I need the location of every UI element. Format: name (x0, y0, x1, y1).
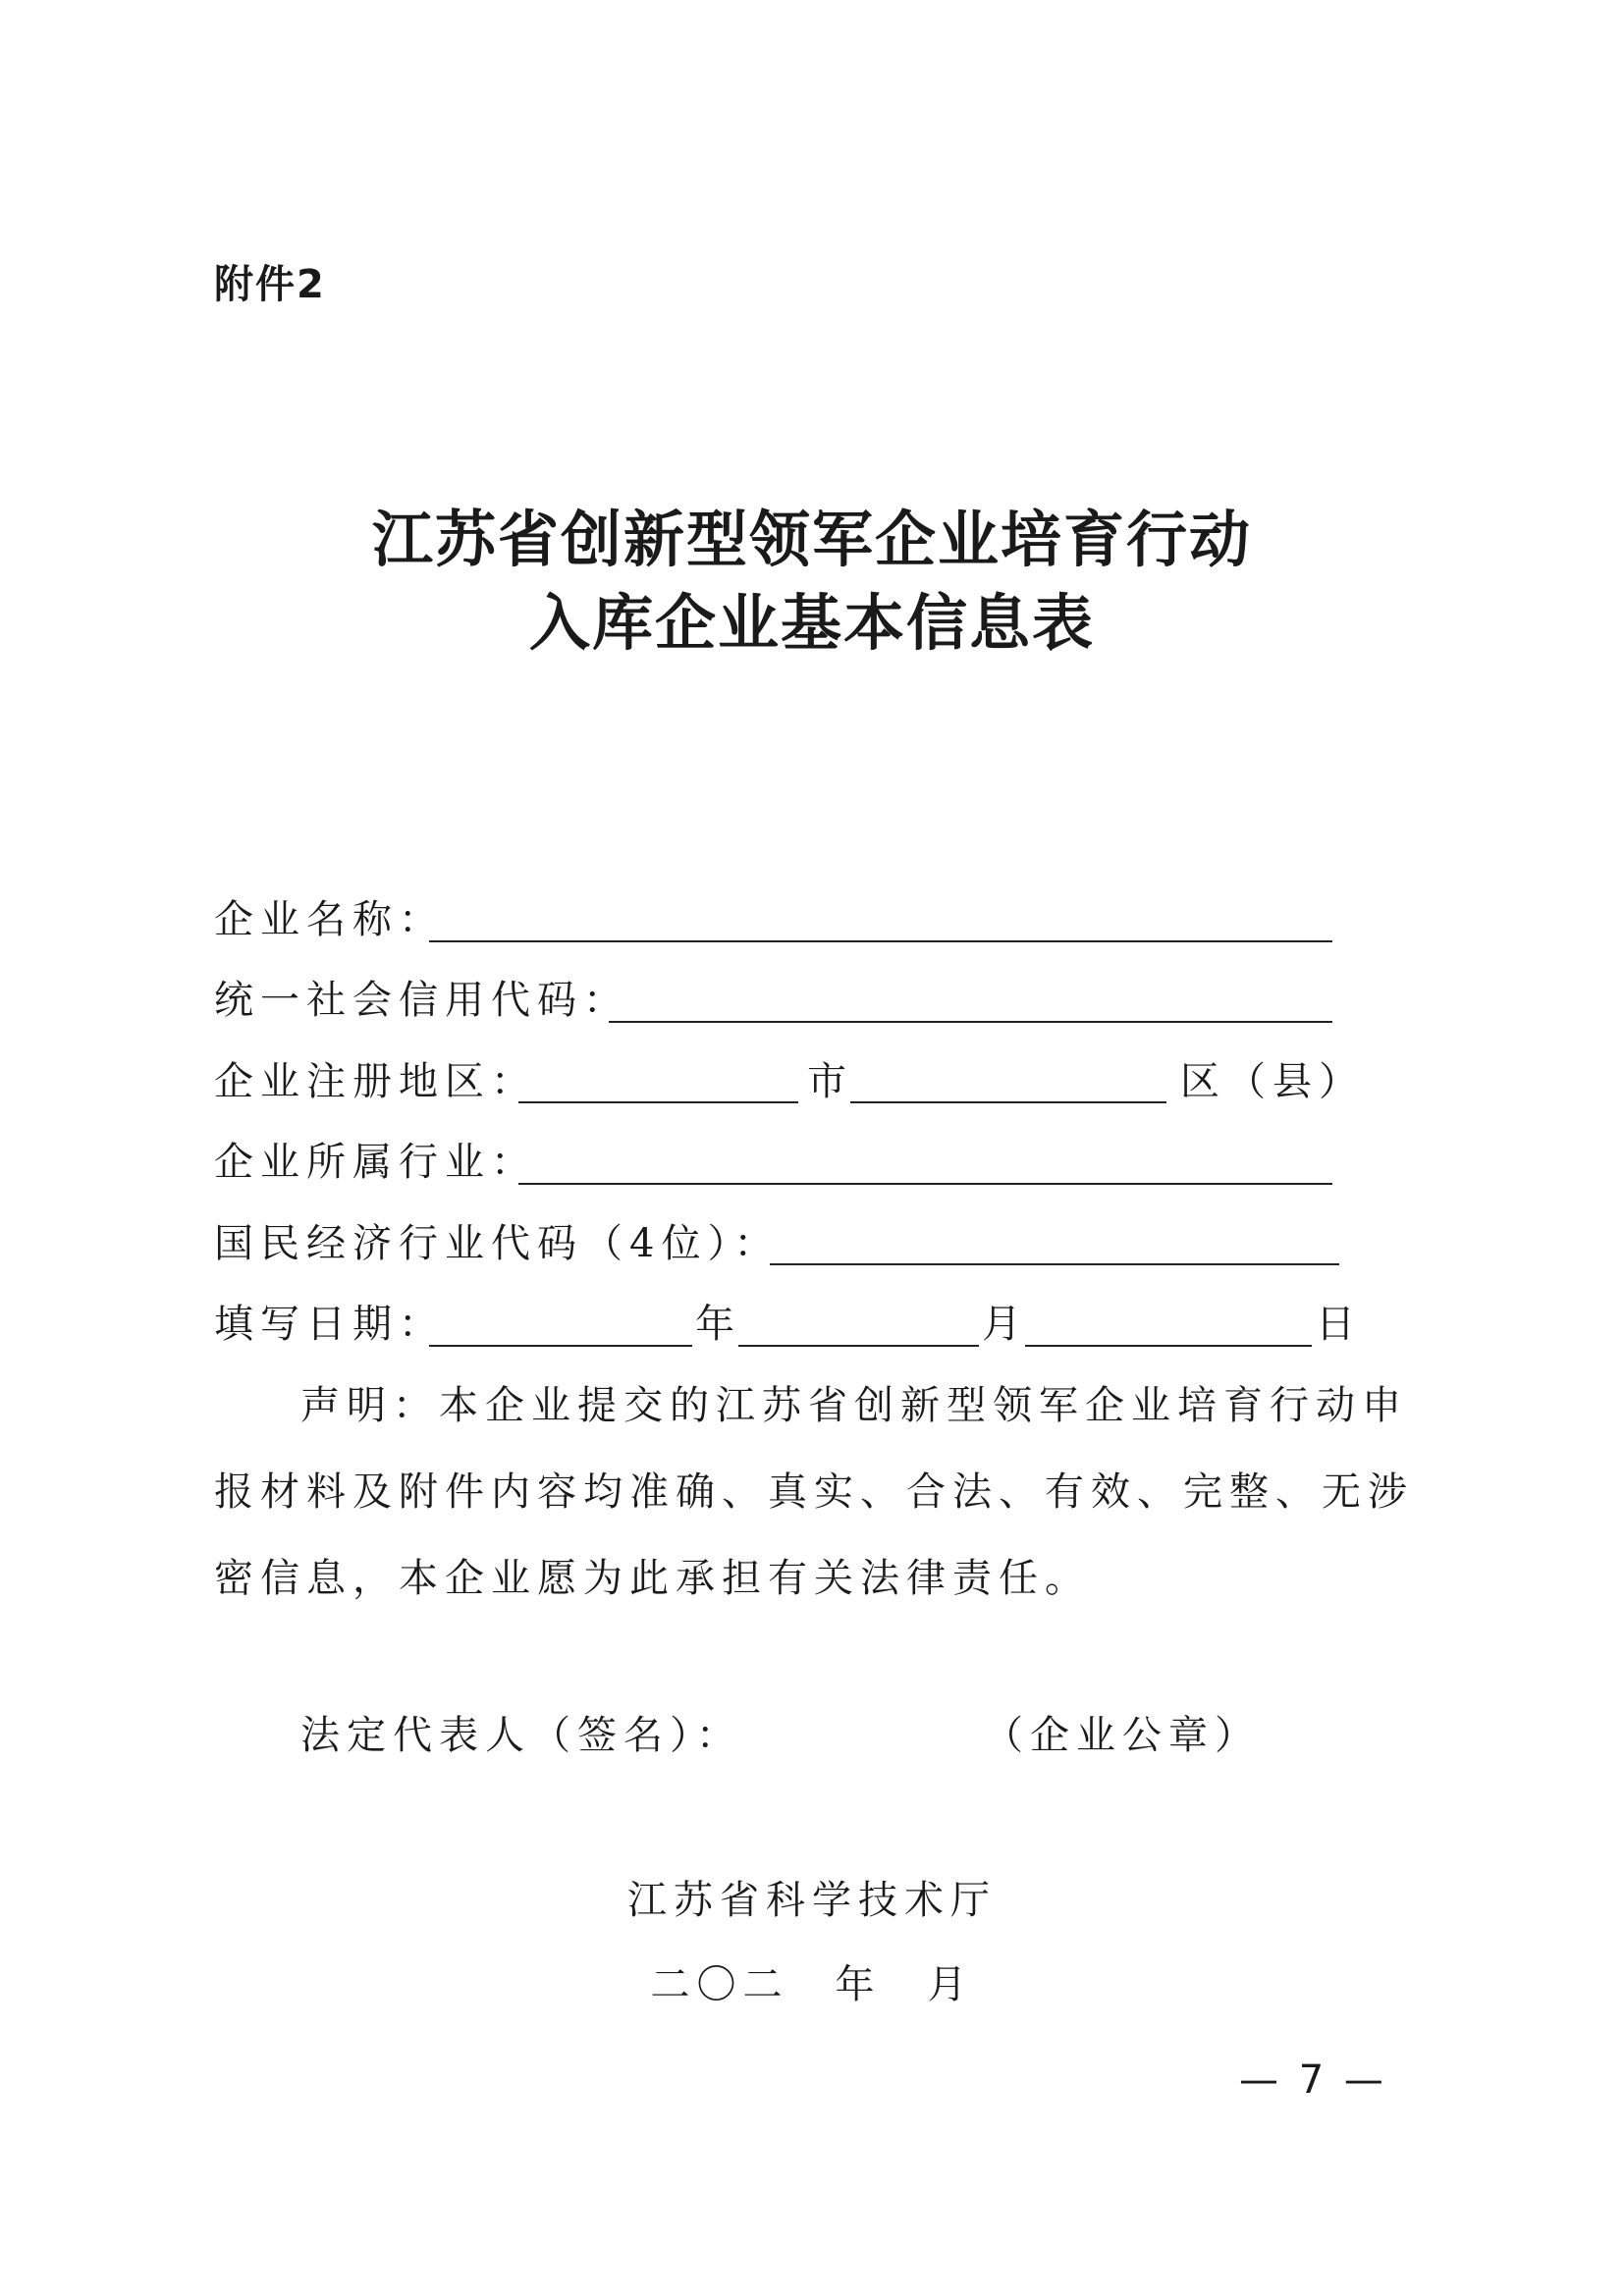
region-label: 企业注册地区： (214, 1059, 537, 1104)
title-line-1: 江苏省创新型领军企业培育行动 (371, 504, 1252, 575)
declaration-text: 声明：本企业提交的江苏省创新型领军企业培育行动申报材料及附件内容均准确、真实、合法、有效、完整、无涉密信息，本企业愿为此承担有关法律责任。 (214, 1383, 1414, 1601)
region-city-field[interactable] (518, 1101, 798, 1103)
industry-field[interactable] (518, 1183, 1332, 1185)
date-day-field[interactable] (1025, 1345, 1312, 1347)
issuer-name: 江苏省科学技术厅 (627, 1878, 997, 1923)
issuer-date: 二〇二 年 月 (650, 1962, 974, 2007)
region-city-text: 市 (807, 1059, 853, 1104)
date-year-field[interactable] (429, 1345, 692, 1347)
date-month-field[interactable] (738, 1345, 979, 1347)
legal-representative-label: 法定代表人（签名）： (300, 1713, 742, 1758)
region-district-field[interactable] (850, 1101, 1166, 1103)
date-label: 填写日期： (214, 1302, 445, 1347)
date-month-text: 月 (982, 1302, 1028, 1347)
date-day-text: 日 (1316, 1302, 1362, 1347)
region-district-text: 区（县） (1180, 1059, 1365, 1104)
date-year-text: 年 (695, 1302, 741, 1347)
company-name-label: 企业名称： (214, 897, 445, 942)
page-number: — 7 — (1239, 2057, 1387, 2103)
industry-code-field[interactable] (770, 1263, 1339, 1265)
attachment-label: 附件2 (214, 262, 326, 307)
industry-label: 企业所属行业： (214, 1140, 537, 1185)
company-name-field[interactable] (429, 940, 1332, 942)
credit-code-label: 统一社会信用代码： (214, 978, 629, 1023)
industry-code-label: 国民经济行业代码（4位）： (214, 1221, 781, 1266)
company-seal-label: （企业公章） (984, 1713, 1261, 1758)
credit-code-field[interactable] (609, 1021, 1332, 1023)
region-row (214, 1050, 1432, 1109)
date-row (214, 1293, 1432, 1352)
title-line-2: 入库企业基本信息表 (528, 587, 1095, 659)
